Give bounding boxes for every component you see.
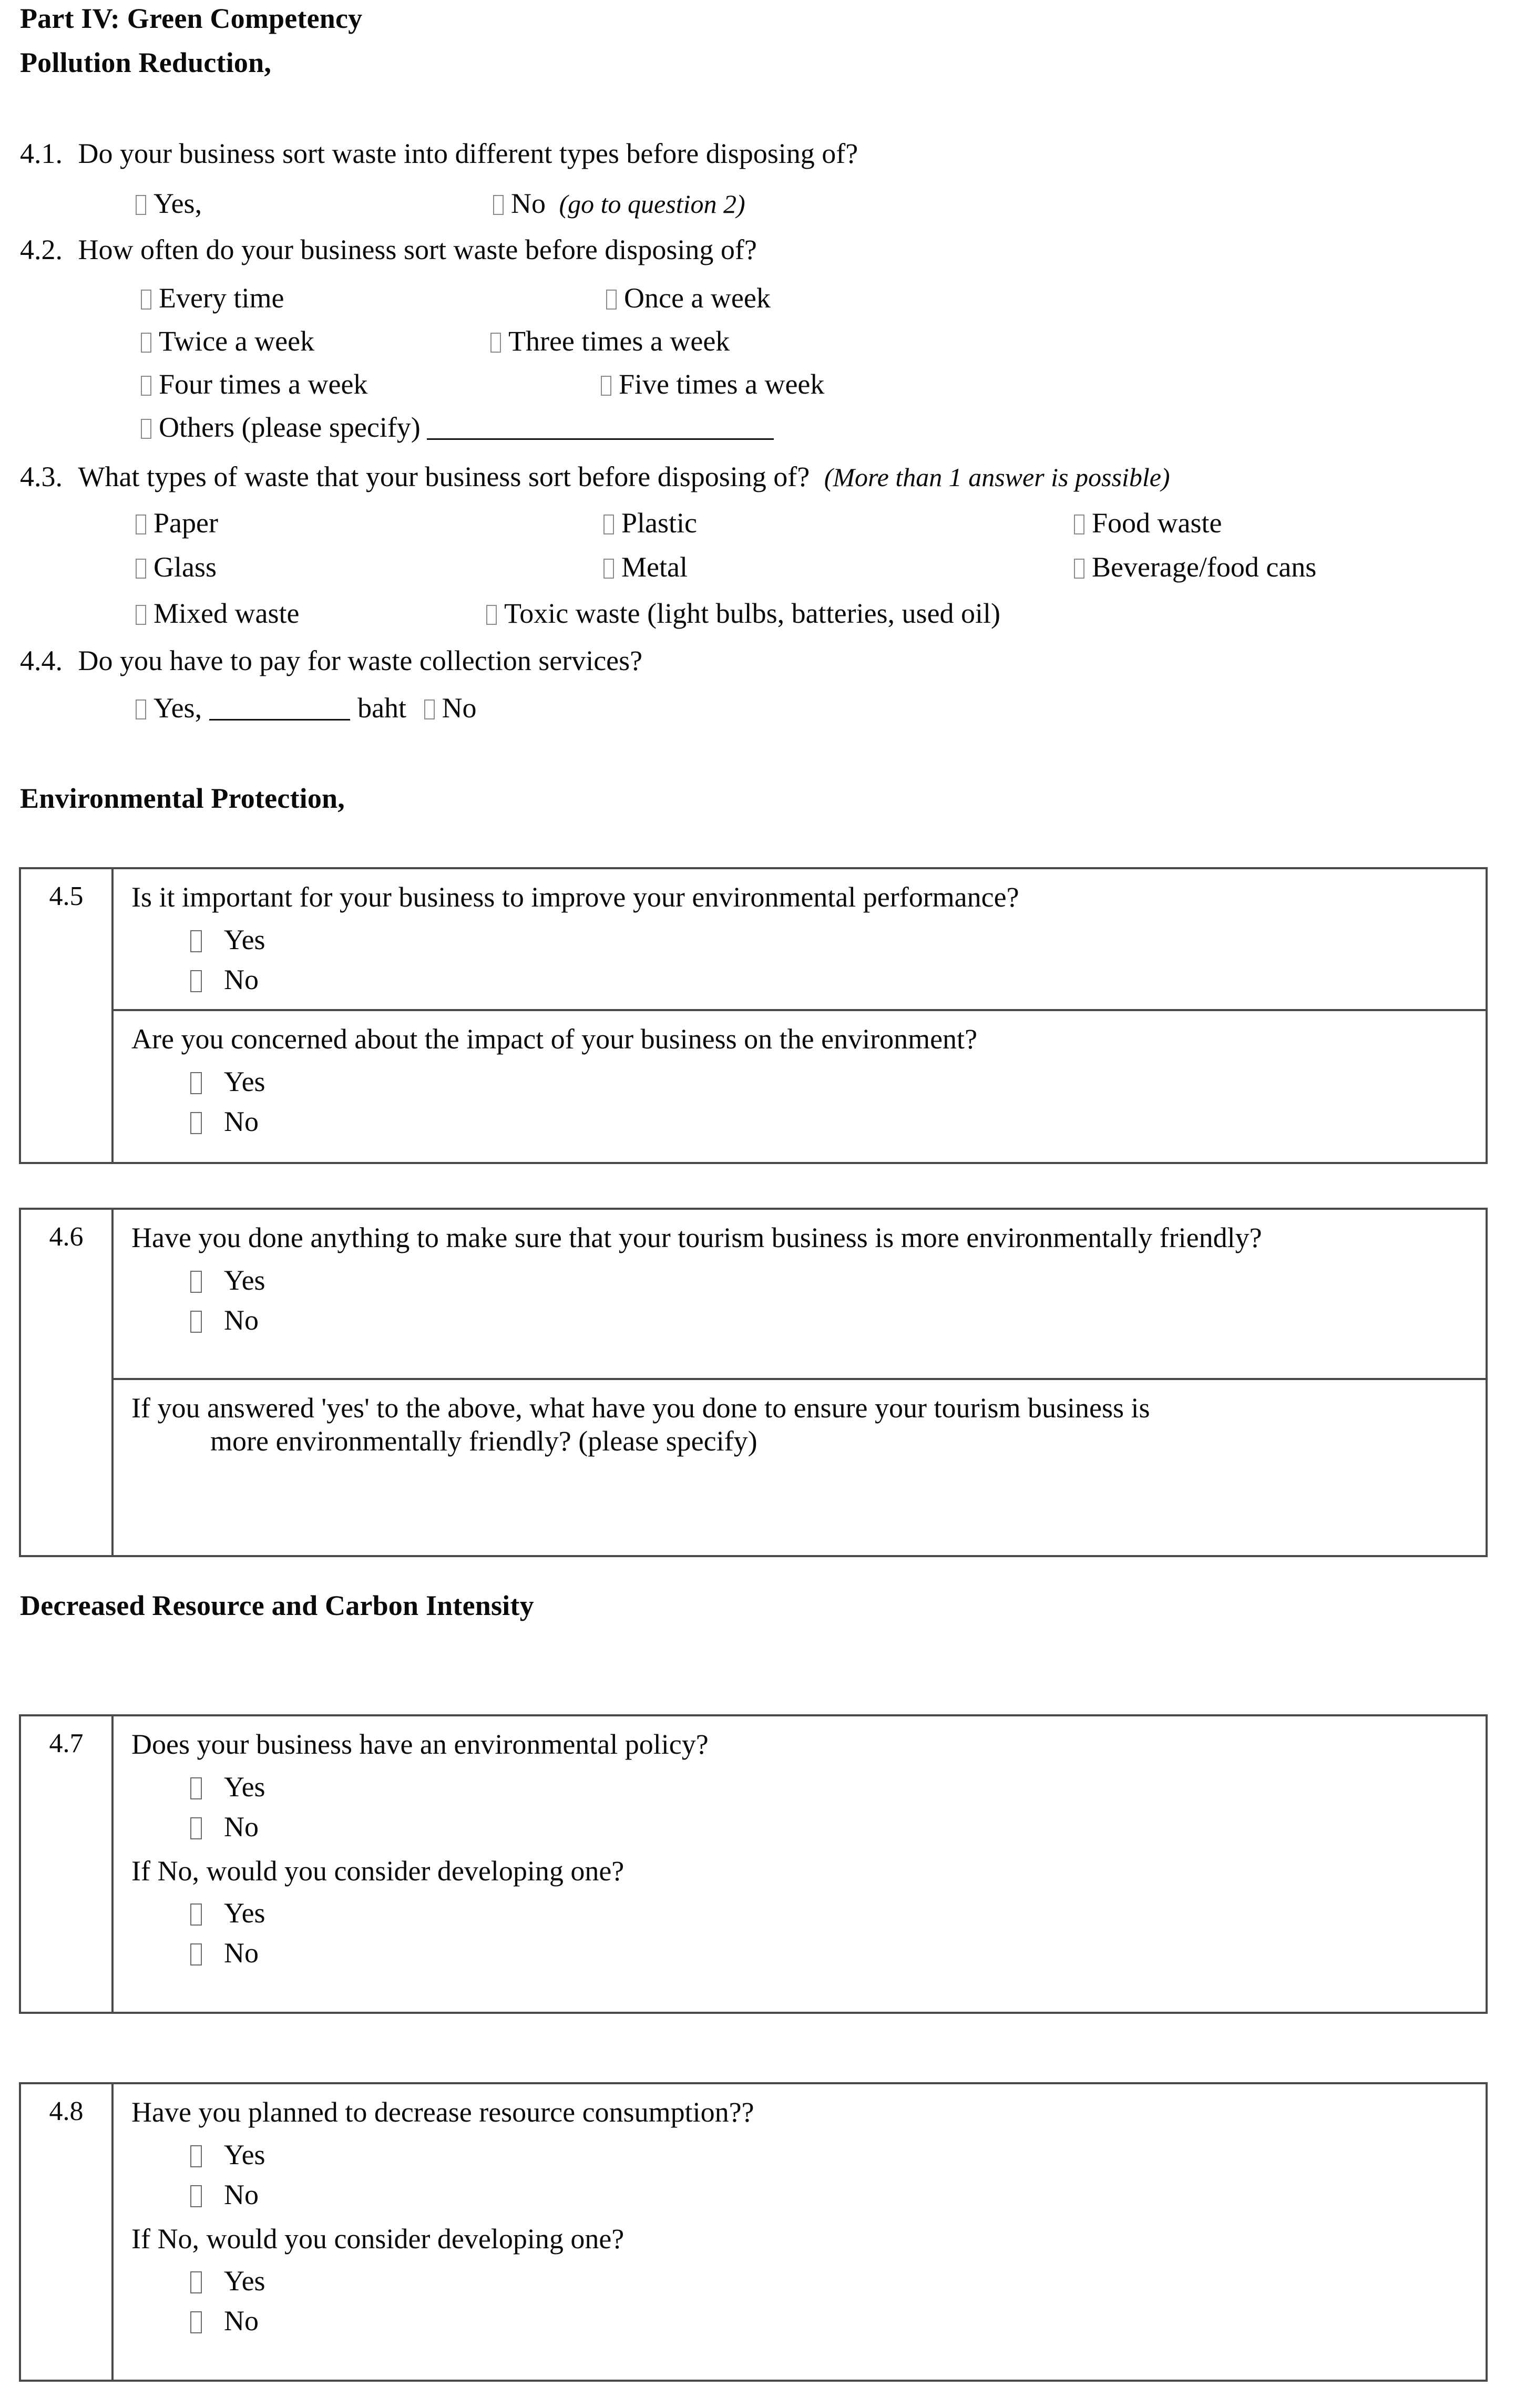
checkbox-icon[interactable] [490,333,501,353]
checkbox-icon[interactable] [141,419,151,439]
table-4-6-number: 4.6 [21,1210,114,1555]
option-label: Five times a week [619,368,825,400]
checkbox-icon[interactable] [190,970,202,992]
table-4-7-option-yes[interactable] [131,1773,1468,1801]
checkbox-icon[interactable] [190,2271,202,2293]
option-label: Plastic [621,507,697,539]
table-4-7-option-no[interactable] [131,1810,1468,1843]
table-4-5-q2-option-yes[interactable] [131,1067,1468,1096]
checkbox-icon[interactable] [190,1271,202,1293]
checkbox-icon[interactable] [190,1311,202,1333]
checkbox-icon[interactable] [190,1817,202,1839]
option-label: Three times a week [508,325,730,357]
option-label: Yes [224,1771,265,1803]
table-4-8-body [114,2084,1486,2380]
option-label: Yes [224,1897,265,1929]
question-4-2-option-three-times-a-week[interactable] [490,327,730,355]
checkbox-icon[interactable] [141,376,151,396]
table-4-5-q2-option-no[interactable] [131,1107,1468,1136]
table-4-6-question-2-line1: If you answered 'yes' to the above, what have you done to ensure your tourism business is [131,1392,1150,1424]
payment-amount-blank[interactable] [209,698,350,721]
table-4-5-question-2: Are you concerned about the impact of your business on the environment? [131,1023,978,1055]
question-4-4 [20,646,642,675]
option-label: No [224,2305,259,2337]
table-4-6-section-1 [114,1210,1486,1380]
question-4-2-option-five-times-a-week[interactable] [601,370,824,398]
option-label: No [224,1105,259,1137]
question-4-2-text: How often do your business sort waste before disposing of? [78,234,757,265]
option-label: Metal [621,551,688,583]
waste-type-toxic-waste[interactable] [486,599,1000,627]
table-4-5-body [114,869,1486,1162]
table-4-7-section-1 [114,1716,1486,1979]
checkbox-icon[interactable] [136,559,146,579]
table-4-6-q1-option-no[interactable] [131,1306,1468,1334]
table-4-6-body [114,1210,1486,1555]
option-label: No [224,1304,259,1336]
option-label-no: No [442,692,477,724]
others-specify-blank[interactable] [427,417,774,440]
option-label: No [224,1810,259,1843]
table-4-6-question-2-line2: more environmentally friendly? (please specify) [210,1425,758,1457]
question-4-1 [20,139,858,168]
question-4-1-text: Do your business sort waste into different types before disposing of? [78,138,858,169]
option-label: Yes [224,1065,265,1097]
table-4-5-number: 4.5 [21,869,114,1162]
checkbox-icon[interactable] [190,2311,202,2333]
table-4-6 [19,1208,1488,1557]
section-heading-pollution-reduction: Pollution Reduction, [20,47,272,78]
table-4-8-option-yes[interactable] [131,2138,1468,2170]
checkbox-icon[interactable] [603,559,614,579]
checkbox-icon[interactable] [190,1777,202,1799]
question-4-3-number: 4.3. [20,461,63,492]
option-label: Food waste [1092,507,1222,539]
table-4-8-option-no[interactable] [131,2180,1468,2209]
waste-type-beverage-food-cans[interactable] [1074,553,1316,581]
option-label: Mixed waste [153,598,300,629]
table-4-8-question: Have you planned to decrease resource consumption?? [131,2096,754,2128]
option-label: Four times a week [159,368,368,400]
table-4-7-number: 4.7 [21,1716,114,2012]
checkbox-icon[interactable] [1074,514,1084,534]
waste-type-plastic[interactable] [603,509,697,537]
option-label: Yes [224,1264,265,1296]
checkbox-icon[interactable] [190,2145,202,2167]
checkbox-icon[interactable] [141,290,151,310]
table-4-8-number: 4.8 [21,2084,114,2380]
option-label: No [224,1937,259,1969]
checkbox-icon[interactable] [136,195,146,215]
option-label: Once a week [624,282,771,314]
checkbox-icon[interactable] [136,699,146,719]
checkbox-icon[interactable] [486,605,497,625]
checkbox-icon[interactable] [141,333,151,353]
checkbox-icon[interactable] [190,1903,202,1926]
table-4-7-followup-option-yes[interactable] [131,1899,1468,1927]
checkbox-icon[interactable] [493,195,504,215]
option-label: Toxic waste (light bulbs, batteries, used oil) [504,598,1001,629]
option-label: Paper [153,507,218,539]
table-4-7-body [114,1716,1486,2012]
table-4-6-q1-option-yes[interactable] [131,1266,1468,1294]
checkbox-icon[interactable] [601,376,611,396]
option-label: Yes, [153,188,202,219]
question-4-4-text: Do you have to pay for waste collection services? [78,645,643,676]
waste-type-food-waste[interactable] [1074,509,1222,537]
option-label: Others (please specify) [159,411,421,443]
checkbox-icon[interactable] [1074,559,1084,579]
option-label: Beverage/food cans [1092,551,1317,583]
question-4-2-option-once-a-week[interactable] [606,284,771,312]
waste-type-paper[interactable] [136,509,218,537]
table-4-6-section-2 [114,1380,1486,1469]
checkbox-icon[interactable] [190,930,202,952]
table-4-8-followup-option-no[interactable] [131,2307,1468,2335]
option-note: (go to question 2) [559,189,745,219]
table-4-5-q1-option-no[interactable] [131,965,1468,994]
table-4-8-section-1 [114,2084,1486,2347]
option-label: Yes [224,2138,265,2170]
option-label-yes: Yes, [153,692,202,724]
checkbox-icon[interactable] [190,2185,202,2207]
question-4-1-number: 4.1. [20,138,63,169]
question-4-2-option-every-time[interactable] [141,284,284,312]
table-4-8-followup-option-yes[interactable] [131,2267,1468,2295]
table-4-7-question: Does your business have an environmental policy? [131,1728,709,1760]
checkbox-icon[interactable] [424,699,435,719]
option-label: Yes [224,2265,265,2297]
question-4-2-number: 4.2. [20,234,63,265]
option-label: Yes [224,923,265,955]
table-4-8-followup-question: If No, would you consider developing one? [131,2222,625,2255]
table-4-5-section-2 [114,1011,1486,1147]
table-4-8 [19,2082,1488,2382]
section-heading-environmental-protection: Environmental Protection, [20,783,345,814]
option-label: No [224,963,259,995]
checkbox-icon[interactable] [190,1072,202,1094]
checkbox-icon[interactable] [190,1943,202,1965]
table-4-7 [19,1714,1488,2014]
checkbox-icon[interactable] [190,1112,202,1134]
option-label: No [511,188,546,219]
option-label: Glass [153,551,217,583]
section-heading-decreased-resource: Decreased Resource and Carbon Intensity [20,1590,534,1621]
question-4-2-option-others[interactable] [141,413,774,441]
table-4-5-section-1 [114,869,1486,1011]
question-4-4-number: 4.4. [20,645,63,676]
question-4-2-option-four-times-a-week[interactable] [141,370,367,398]
option-label: Twice a week [159,325,315,357]
checkbox-icon[interactable] [136,605,146,625]
question-4-3-note: (More than 1 answer is possible) [824,462,1170,492]
table-4-7-followup-option-no[interactable] [131,1939,1468,1967]
table-4-5-question-1: Is it important for your business to improve your environmental performance? [131,881,1019,913]
table-4-7-followup-question: If No, would you consider developing one? [131,1855,625,1887]
option-label: Every time [159,282,284,314]
question-4-3-text: What types of waste that your business sort before disposing of? [78,461,810,492]
table-4-5-q1-option-yes[interactable] [131,925,1468,954]
question-4-4-answer-row [136,694,477,722]
unit-label: baht [357,692,407,724]
waste-type-metal[interactable] [603,553,688,581]
waste-type-mixed-waste[interactable] [136,599,299,627]
question-4-2-option-twice-a-week[interactable] [141,327,314,355]
part-title: Part IV: Green Competency [20,3,363,34]
question-4-1-option-yes[interactable] [136,189,202,218]
question-4-1-option-no[interactable] [493,189,745,218]
waste-type-glass[interactable] [136,553,217,581]
option-label: No [224,2178,259,2210]
checkbox-icon[interactable] [603,514,614,534]
question-4-2 [20,235,757,264]
table-4-6-question-1: Have you done anything to make sure that your tourism business is more environmentally friendly? [131,1222,1262,1253]
checkbox-icon[interactable] [136,514,146,534]
question-4-3 [20,462,1170,491]
table-4-5 [19,867,1488,1164]
checkbox-icon[interactable] [606,290,617,310]
